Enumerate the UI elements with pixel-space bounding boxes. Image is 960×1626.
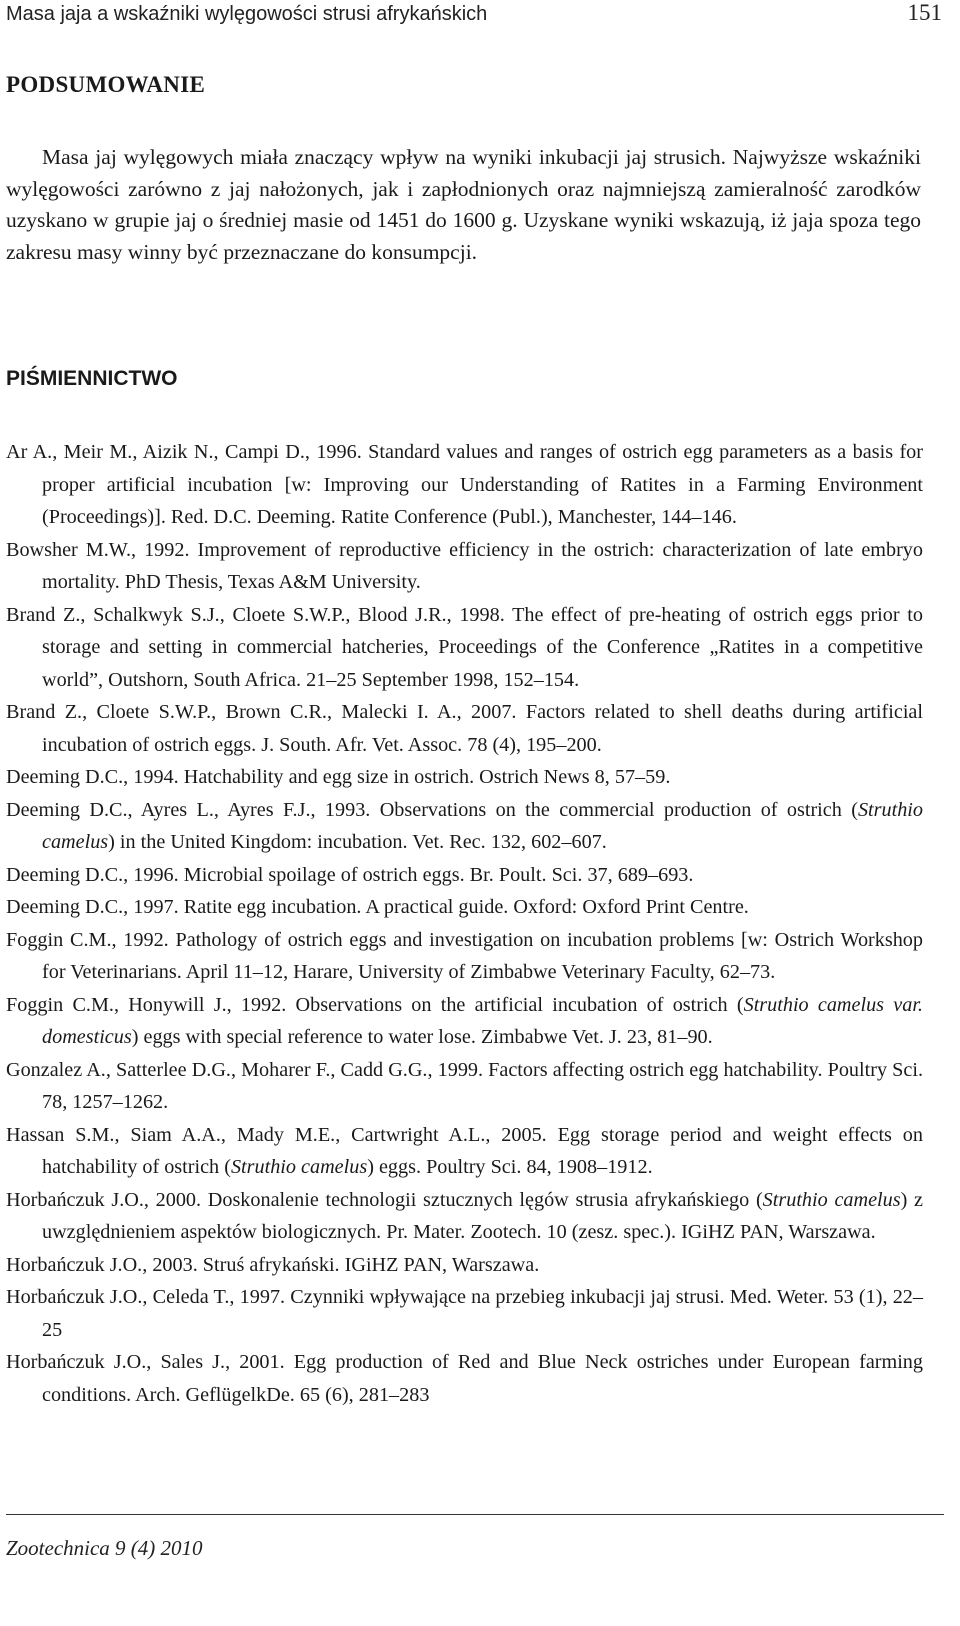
reference-item bbox=[6, 436, 923, 534]
footer-journal: Zootechnica 9 (4) 2010 bbox=[6, 1536, 203, 1560]
reference-text: ) eggs with special reference to water lose. Zimbabwe Vet. J. 23, 81–90. bbox=[131, 1026, 713, 1048]
reference-item bbox=[6, 891, 923, 924]
reference-text: Deeming D.C., 1997. Ratite egg incubation. A practical guide. Oxford: Oxford Print Centre. bbox=[6, 896, 749, 918]
reference-text: Foggin C.M., 1992. Pathology of ostrich eggs and investigation on incubation problems [w: Ostrich Workshop for Veterinarians. April 11–12, Harare, University of Zimbabwe Veterinary Faculty, 62–73. bbox=[6, 928, 923, 983]
reference-text: ) z uwzględnieniem aspektów biologicznych. Pr. Mater. Zootech. 10 (zesz. spec.). IGiHZ PAN, Warszawa. bbox=[42, 1188, 923, 1243]
reference-text: Brand Z., Schalkwyk S.J., Cloete S.W.P., Blood J.R., 1998. The effect of pre-heating of ostrich eggs prior to storage and setting in commercial hatcheries, Proceedings of the Conference „Ratites in a competitive world”, Outshorn, South Africa. 21–25 September 1998, 152–154. bbox=[6, 603, 923, 691]
reference-text: Bowsher M.W., 1992. Improvement of reproductive efficiency in the ostrich: characterization of late embryo mortality. PhD Thesis, Texas A&M University. bbox=[6, 538, 923, 593]
summary-paragraph: Masa jaj wylęgowych miała znaczący wpływ na wyniki inkubacji jaj strusich. Najwyższe wskaźniki wylęgowości zarówno z jaj nałożonych, jak i zapłodnionych oraz najmniejszą zamieralność zarodków uzyskano w grupie jaj o średniej masie od 1451 do 1600 g. Uzyskane wyniki wskazują, iż jaja spoza tego zakresu masy winny być przeznaczane do konsumpcji. bbox=[6, 145, 921, 264]
references-heading: PIŚMIENNICTWO bbox=[6, 367, 178, 390]
reference-text: Deeming D.C., 1996. Microbial spoilage of ostrich eggs. Br. Poult. Sci. 37, 689–693. bbox=[6, 863, 694, 886]
reference-text: ) eggs. Poultry Sci. 84, 1908–1912. bbox=[367, 1156, 653, 1178]
reference-text: Gonzalez A., Satterlee D.G., Moharer F., Cadd G.G., 1999. Factors affecting ostrich egg hatchability. Poultry Sci. 78, 1257–1262. bbox=[6, 1058, 923, 1113]
reference-text: Deeming D.C., Ayres L., Ayres F.J., 1993. Observations on the commercial production of ostrich ( bbox=[6, 798, 858, 821]
running-head bbox=[6, 0, 942, 26]
reference-text: Horbańczuk J.O., Celeda T., 1997. Czynniki wpływające na przebieg inkubacji jaj strusi. Med. Weter. 53 (1), 22–25 bbox=[6, 1286, 923, 1341]
reference-text: Brand Z., Cloete S.W.P., Brown C.R., Malecki I. A., 2007. Factors related to shell deaths during artificial incubation of ostrich eggs. J. South. Afr. Vet. Assoc. 78 (4), 195–200. bbox=[6, 701, 923, 756]
reference-italic-text: Struthio camelus var. domesticus bbox=[42, 993, 923, 1048]
reference-text: Deeming D.C., 1994. Hatchability and egg size in ostrich. Ostrich News 8, 57–59. bbox=[6, 766, 671, 788]
reference-item bbox=[6, 534, 923, 599]
running-title: Masa jaja a wskaźniki wylęgowości strusi afrykańskich bbox=[6, 3, 488, 25]
reference-item bbox=[6, 696, 923, 761]
reference-item bbox=[6, 1119, 923, 1184]
reference-italic-text: Struthio camelus bbox=[762, 1188, 901, 1211]
reference-text: Foggin C.M., Honywill J., 1992. Observations on the artificial incubation of ostrich ( bbox=[6, 993, 744, 1016]
reference-item bbox=[6, 1249, 923, 1282]
reference-item bbox=[6, 1281, 923, 1346]
reference-text: Ar A., Meir M., Aizik N., Campi D., 1996. Standard values and ranges of ostrich egg parameters as a basis for proper artificial incubation [w: Improving our Understanding of Ratites in a Farming Environment (Proceedings)]. Red. D.C. Deeming. Ratite Conference (Publ.), Manchester, 144–146. bbox=[6, 441, 923, 528]
reference-item bbox=[6, 599, 923, 697]
reference-item bbox=[6, 859, 923, 892]
reference-text: Hassan S.M., Siam A.A., Mady M.E., Cartwright A.L., 2005. Egg storage period and weight effects on hatchability of ostrich ( bbox=[6, 1123, 923, 1178]
summary-heading: PODSUMOWANIE bbox=[6, 72, 206, 97]
page-number: 151 bbox=[907, 0, 942, 25]
reference-text: Horbańczuk J.O., Sales J., 2001. Egg production of Red and Blue Neck ostriches under European farming conditions. Arch. GeflügelkDe. 65 (6), 281–283 bbox=[6, 1351, 923, 1406]
reference-item bbox=[6, 1184, 923, 1249]
reference-item bbox=[6, 794, 923, 859]
reference-text: ) in the United Kingdom: incubation. Vet. Rec. 132, 602–607. bbox=[108, 831, 607, 853]
reference-text: Horbańczuk J.O., 2000. Doskonalenie technologii sztucznych lęgów strusia afrykańskiego ( bbox=[6, 1188, 763, 1211]
reference-italic-text: Struthio camelus bbox=[230, 1156, 368, 1178]
references-list bbox=[6, 436, 923, 1411]
reference-text: Horbańczuk J.O., 2003. Struś afrykański. IGiHZ PAN, Warszawa. bbox=[6, 1253, 540, 1276]
reference-item bbox=[6, 924, 923, 989]
reference-item bbox=[6, 1346, 923, 1411]
reference-item bbox=[6, 989, 923, 1054]
reference-item bbox=[6, 761, 923, 794]
reference-item bbox=[6, 1054, 923, 1119]
reference-italic-text: Struthio camelus bbox=[42, 798, 923, 853]
footer-divider bbox=[6, 1514, 944, 1515]
